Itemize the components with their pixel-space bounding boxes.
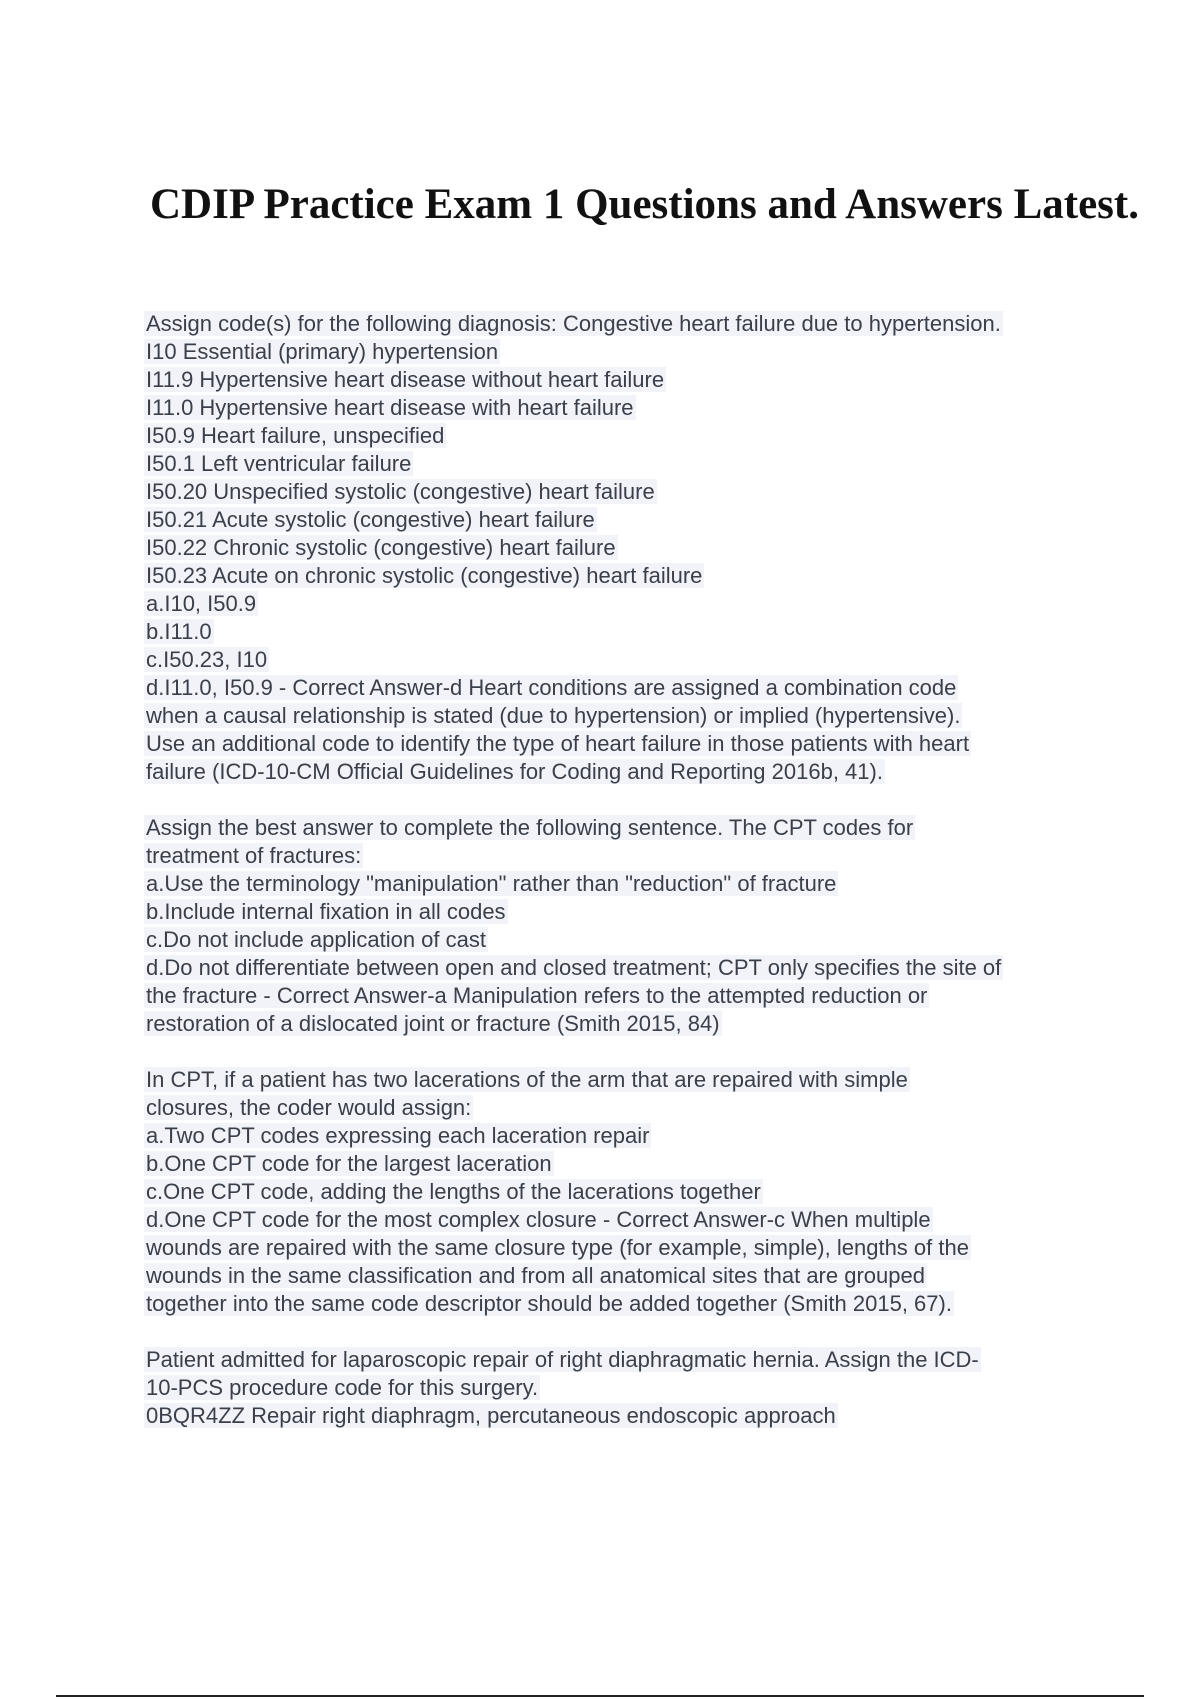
- text-line: I50.21 Acute systolic (congestive) heart failure: [146, 507, 595, 532]
- text-line: I11.9 Hypertensive heart disease without heart failure: [146, 367, 665, 392]
- text-line: Patient admitted for laparoscopic repair of right diaphragmatic hernia. Assign the ICD-: [146, 1347, 979, 1372]
- answer-option: d.One CPT code for the most complex closure - Correct Answer-c When multiple: [146, 1207, 931, 1232]
- text-line: I50.23 Acute on chronic systolic (congestive) heart failure: [146, 563, 703, 588]
- question-block-2: [144, 814, 1094, 1038]
- answer-option: a.Two CPT codes expressing each laceration repair: [146, 1123, 650, 1148]
- text-line: I50.1 Left ventricular failure: [146, 451, 412, 476]
- answer-explanation: the fracture - Correct Answer-a Manipulation refers to the attempted reduction or: [146, 983, 928, 1008]
- answer-line: 0BQR4ZZ Repair right diaphragm, percutaneous endoscopic approach: [146, 1403, 836, 1428]
- answer-explanation: Use an additional code to identify the type of heart failure in those patients with heart: [146, 731, 970, 756]
- answer-option: b.I11.0: [146, 619, 212, 644]
- answer-option: c.I50.23, I10: [146, 647, 268, 672]
- answer-explanation: wounds in the same classification and from all anatomical sites that are grouped: [146, 1263, 925, 1288]
- question-block-3: [144, 1066, 1094, 1318]
- answer-option: b.One CPT code for the largest laceration: [146, 1151, 552, 1176]
- text-line: closures, the coder would assign:: [146, 1095, 472, 1120]
- answer-explanation: when a causal relationship is stated (due to hypertension) or implied (hypertensive).: [146, 703, 961, 728]
- text-line: 10-PCS procedure code for this surgery.: [146, 1375, 539, 1400]
- question-block-1: [144, 310, 1094, 786]
- answer-option: a.Use the terminology "manipulation" rather than "reduction" of fracture: [146, 871, 837, 896]
- text-line: treatment of fractures:: [146, 843, 362, 868]
- text-line: Assign the best answer to complete the following sentence. The CPT codes for: [146, 815, 914, 840]
- question-block-4: [144, 1346, 1094, 1430]
- answer-option: d.Do not differentiate between open and closed treatment; CPT only specifies the site of: [146, 955, 1002, 980]
- text-line: I50.22 Chronic systolic (congestive) heart failure: [146, 535, 616, 560]
- answer-explanation: failure (ICD-10-CM Official Guidelines for Coding and Reporting 2016b, 41).: [146, 759, 883, 784]
- answer-explanation: wounds are repaired with the same closure type (for example, simple), lengths of the: [146, 1235, 969, 1260]
- answer-option: c.One CPT code, adding the lengths of the lacerations together: [146, 1179, 761, 1204]
- document-body: [144, 310, 1094, 1458]
- text-line: I10 Essential (primary) hypertension: [146, 339, 499, 364]
- answer-explanation: restoration of a dislocated joint or fracture (Smith 2015, 84): [146, 1011, 720, 1036]
- answer-explanation: together into the same code descriptor should be added together (Smith 2015, 67).: [146, 1291, 952, 1316]
- text-line: I11.0 Hypertensive heart disease with heart failure: [146, 395, 634, 420]
- text-line: I50.20 Unspecified systolic (congestive) heart failure: [146, 479, 655, 504]
- answer-option: c.Do not include application of cast: [146, 927, 486, 952]
- text-line: Assign code(s) for the following diagnosis: Congestive heart failure due to hypertension.: [146, 311, 1001, 336]
- answer-option: a.I10, I50.9: [146, 591, 257, 616]
- answer-option: b.Include internal fixation in all codes: [146, 899, 506, 924]
- text-line: In CPT, if a patient has two lacerations of the arm that are repaired with simple: [146, 1067, 908, 1092]
- page-title: CDIP Practice Exam 1 Questions and Answers Latest.: [150, 181, 1139, 228]
- footer-divider: [56, 1695, 1144, 1697]
- text-line: I50.9 Heart failure, unspecified: [146, 423, 445, 448]
- answer-option: d.I11.0, I50.9 - Correct Answer-d Heart conditions are assigned a combination code: [146, 675, 957, 700]
